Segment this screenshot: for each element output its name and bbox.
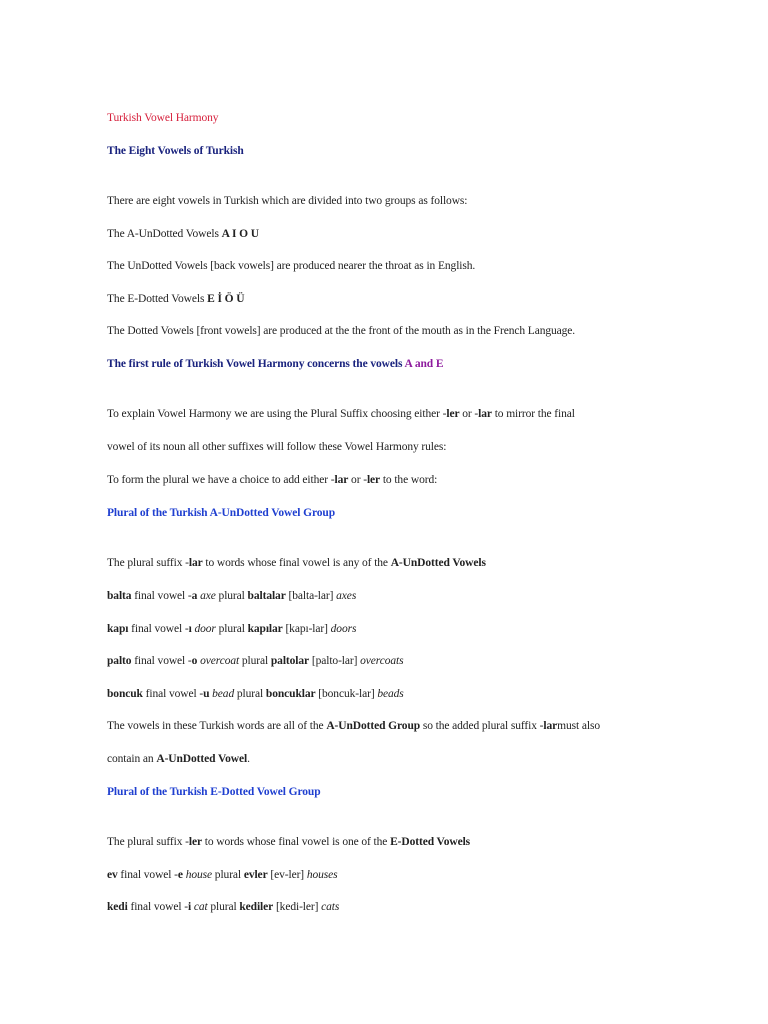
example-ev xyxy=(107,868,338,882)
suffix-ler: ler xyxy=(366,474,381,486)
final-vowel-label: final vowel - xyxy=(131,655,192,667)
rule-text: The plural suffix - xyxy=(107,836,189,848)
plural-meaning: houses xyxy=(306,869,338,881)
example-meaning: axe xyxy=(200,590,216,602)
explain-text: To explain Vowel Harmony we are using the Plural Suffix choosing either - xyxy=(107,408,447,420)
final-vowel-label: final vowel - xyxy=(127,901,188,913)
note-text: contain an xyxy=(107,753,157,765)
note-text: The vowels in these Turkish words are all of the xyxy=(107,720,327,732)
group-name: A-UnDotted Group xyxy=(326,720,421,732)
example-word: balta xyxy=(107,590,132,602)
note-text: so the added plural suffix - xyxy=(420,720,544,732)
plural-word: paltolar xyxy=(270,655,310,667)
group-name: E-Dotted Vowels xyxy=(390,836,471,848)
example-meaning: house xyxy=(185,869,213,881)
plural-word: baltalar xyxy=(247,590,286,602)
final-vowel: u xyxy=(203,688,210,700)
suffix-lar: lar xyxy=(543,720,558,732)
example-boncuk xyxy=(107,687,404,701)
rule-text: to words whose final vowel is any of the xyxy=(202,557,391,569)
example-word: kapı xyxy=(107,623,129,635)
suffix-ler: ler xyxy=(188,836,202,848)
note-text: must also xyxy=(557,720,601,732)
example-meaning: bead xyxy=(212,688,235,700)
rule-text: to words whose final vowel is one of the xyxy=(202,836,391,848)
plural-label: plural xyxy=(215,623,248,635)
plural-word: boncuklar xyxy=(265,688,316,700)
plural-split: [boncuk-lar] xyxy=(318,688,375,700)
final-vowel: i xyxy=(187,901,192,913)
final-vowel-label: final vowel - xyxy=(117,869,178,881)
plural-split: [ev-ler] xyxy=(270,869,305,881)
final-vowel-label: final vowel - xyxy=(142,688,204,700)
example-word: kedi xyxy=(107,901,128,913)
form-text: or - xyxy=(348,474,367,486)
example-meaning: cat xyxy=(193,901,208,913)
example-word: ev xyxy=(107,869,118,881)
example-word: boncuk xyxy=(107,688,143,700)
a-undotted-vowels-line xyxy=(107,227,259,241)
plural-label: plural xyxy=(234,688,266,700)
final-vowel: ı xyxy=(188,623,192,635)
suffix-ler: ler xyxy=(446,408,460,420)
form-text: To form the plural we have a choice to add either - xyxy=(107,474,335,486)
example-word: palto xyxy=(107,655,132,667)
example-kapi xyxy=(107,622,356,636)
plural-meaning: doors xyxy=(330,623,357,635)
a-undotted-letters: A I O U xyxy=(221,228,259,240)
plural-word: kapılar xyxy=(247,623,283,635)
section-heading-eight-vowels: The Eight Vowels of Turkish xyxy=(107,145,244,157)
a-undotted-description: The UnDotted Vowels [back vowels] are produced nearer the throat as in English. xyxy=(107,260,476,272)
e-plural-rule xyxy=(107,835,470,849)
rule-heading-highlight: A and E xyxy=(404,358,444,370)
plural-word: kediler xyxy=(239,901,274,913)
final-vowel: e xyxy=(177,869,183,881)
e-dotted-label: The E-Dotted Vowels xyxy=(107,293,208,305)
plural-split: [palto-lar] xyxy=(311,655,358,667)
note-text: . xyxy=(247,753,250,765)
plural-meaning: cats xyxy=(321,901,340,913)
e-dotted-letters: E İ Ö Ü xyxy=(207,293,245,305)
plural-label: plural xyxy=(239,655,271,667)
plural-meaning: overcoats xyxy=(360,655,404,667)
suffix-lar: lar xyxy=(478,408,492,420)
final-vowel: a xyxy=(191,590,198,602)
plural-split: [balta-lar] xyxy=(288,590,334,602)
plural-meaning: axes xyxy=(336,590,357,602)
a-undotted-label: The A-UnDotted Vowels xyxy=(107,228,222,240)
final-vowel-label: final vowel - xyxy=(128,623,189,635)
example-meaning: door xyxy=(194,623,216,635)
intro-paragraph: There are eight vowels in Turkish which are divided into two groups as follows: xyxy=(107,195,468,207)
example-kedi xyxy=(107,900,339,914)
form-plural-line xyxy=(107,473,437,487)
rule-text: The plural suffix - xyxy=(107,557,189,569)
section-heading-a-undotted-plural: Plural of the Turkish A-UnDotted Vowel Group xyxy=(107,507,335,519)
section-heading-e-dotted-plural: Plural of the Turkish E-Dotted Vowel Group xyxy=(107,786,321,798)
plural-meaning: beads xyxy=(377,688,404,700)
example-palto xyxy=(107,654,404,668)
plural-split: [kedi-ler] xyxy=(275,901,319,913)
final-vowel: o xyxy=(191,655,198,667)
form-text: to the word: xyxy=(380,474,438,486)
a-note-line-2 xyxy=(107,752,250,766)
plural-label: plural xyxy=(207,901,240,913)
example-meaning: overcoat xyxy=(200,655,240,667)
a-plural-rule xyxy=(107,556,486,570)
rule-heading-text: The first rule of Turkish Vowel Harmony concerns the vowels xyxy=(107,358,405,370)
final-vowel-label: final vowel - xyxy=(131,590,192,602)
explain-text: to mirror the final xyxy=(491,408,575,420)
plural-label: plural xyxy=(215,590,248,602)
e-dotted-vowels-line xyxy=(107,292,244,306)
suffix-lar: lar xyxy=(188,557,203,569)
group-name: A-UnDotted Vowels xyxy=(390,557,486,569)
plural-split: [kapı-lar] xyxy=(285,623,328,635)
plural-label: plural xyxy=(212,869,244,881)
rule-heading xyxy=(107,357,443,371)
explain-text: or - xyxy=(459,408,479,420)
page-title: Turkish Vowel Harmony xyxy=(107,112,219,124)
e-dotted-description: The Dotted Vowels [front vowels] are produced at the the front of the mouth as in the French Language. xyxy=(107,325,576,337)
explain-line-1 xyxy=(107,407,575,421)
suffix-lar: lar xyxy=(334,474,349,486)
group-name: A-UnDotted Vowel xyxy=(156,753,248,765)
a-note-line-1 xyxy=(107,719,600,733)
plural-word: evler xyxy=(243,869,268,881)
explain-line-2: vowel of its noun all other suffixes will follow these Vowel Harmony rules: xyxy=(107,441,447,453)
example-balta xyxy=(107,589,356,603)
